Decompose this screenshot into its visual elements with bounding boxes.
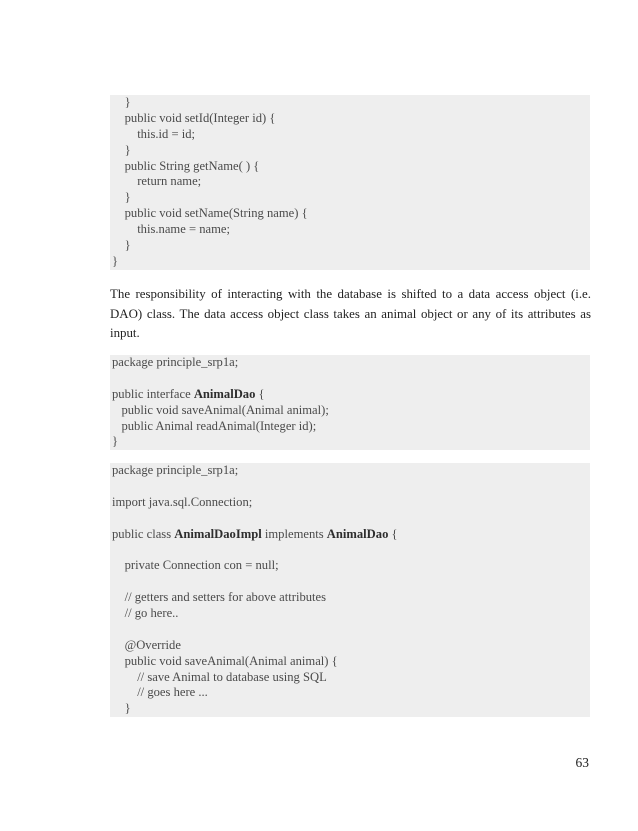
code-text: { [388,526,398,541]
code-line: public String getName( ) { [112,158,260,173]
code-line: public Animal readAnimal(Integer id); [112,418,317,433]
code-text: public class [112,526,175,541]
code-line: import java.sql.Connection; [112,494,253,509]
code-line: } [112,190,131,205]
code-line: public void setId(Integer id) { [112,110,276,125]
code-line [112,387,590,403]
code-line: package principle_srp1a; [112,355,239,369]
code-line: return name; [112,174,202,189]
code-text: public interface [112,386,194,401]
code-text: implements [261,526,327,541]
code-line: // getters and setters for above attributes [112,590,327,605]
page-number: 63 [575,755,589,770]
code-line [112,479,590,495]
code-line: } [112,142,131,157]
code-block-animal-dao-impl [110,463,590,717]
code-line [112,542,590,558]
code-line: // save Animal to database using SQL [112,669,327,684]
code-line [112,527,590,543]
code-line: } [112,434,119,449]
code-line: } [112,238,131,253]
code-line [112,511,590,527]
code-line: } [112,701,131,716]
code-line [112,371,590,387]
code-line: private Connection con = null; [112,558,279,573]
code-text: { [255,386,265,401]
code-line: } [112,95,131,109]
code-keyword-bold: AnimalDao [326,526,389,541]
code-line: public void saveAnimal(Animal animal) { [112,653,338,668]
code-line: this.name = name; [112,222,230,237]
code-line: // go here.. [112,606,179,621]
code-line: } [112,253,119,268]
code-line: this.id = id; [112,126,196,141]
code-keyword-bold: AnimalDaoImpl [174,526,262,541]
code-line [112,574,590,590]
code-block-animal-dao [110,355,590,450]
code-keyword-bold: AnimalDao [193,386,256,401]
code-line: @Override [112,637,181,652]
code-line: package principle_srp1a; [112,463,239,477]
code-line [112,622,590,638]
code-line: public void saveAnimal(Animal animal); [112,402,329,417]
code-line: public void setName(String name) { [112,206,308,221]
code-line: // goes here ... [112,685,208,700]
code-block-setters [110,95,590,270]
body-paragraph: The responsibility of interacting with the database is shifted to a data access object (i.e. DAO) class. The data access object class takes an animal object or any of its attributes as input. [110,287,591,340]
